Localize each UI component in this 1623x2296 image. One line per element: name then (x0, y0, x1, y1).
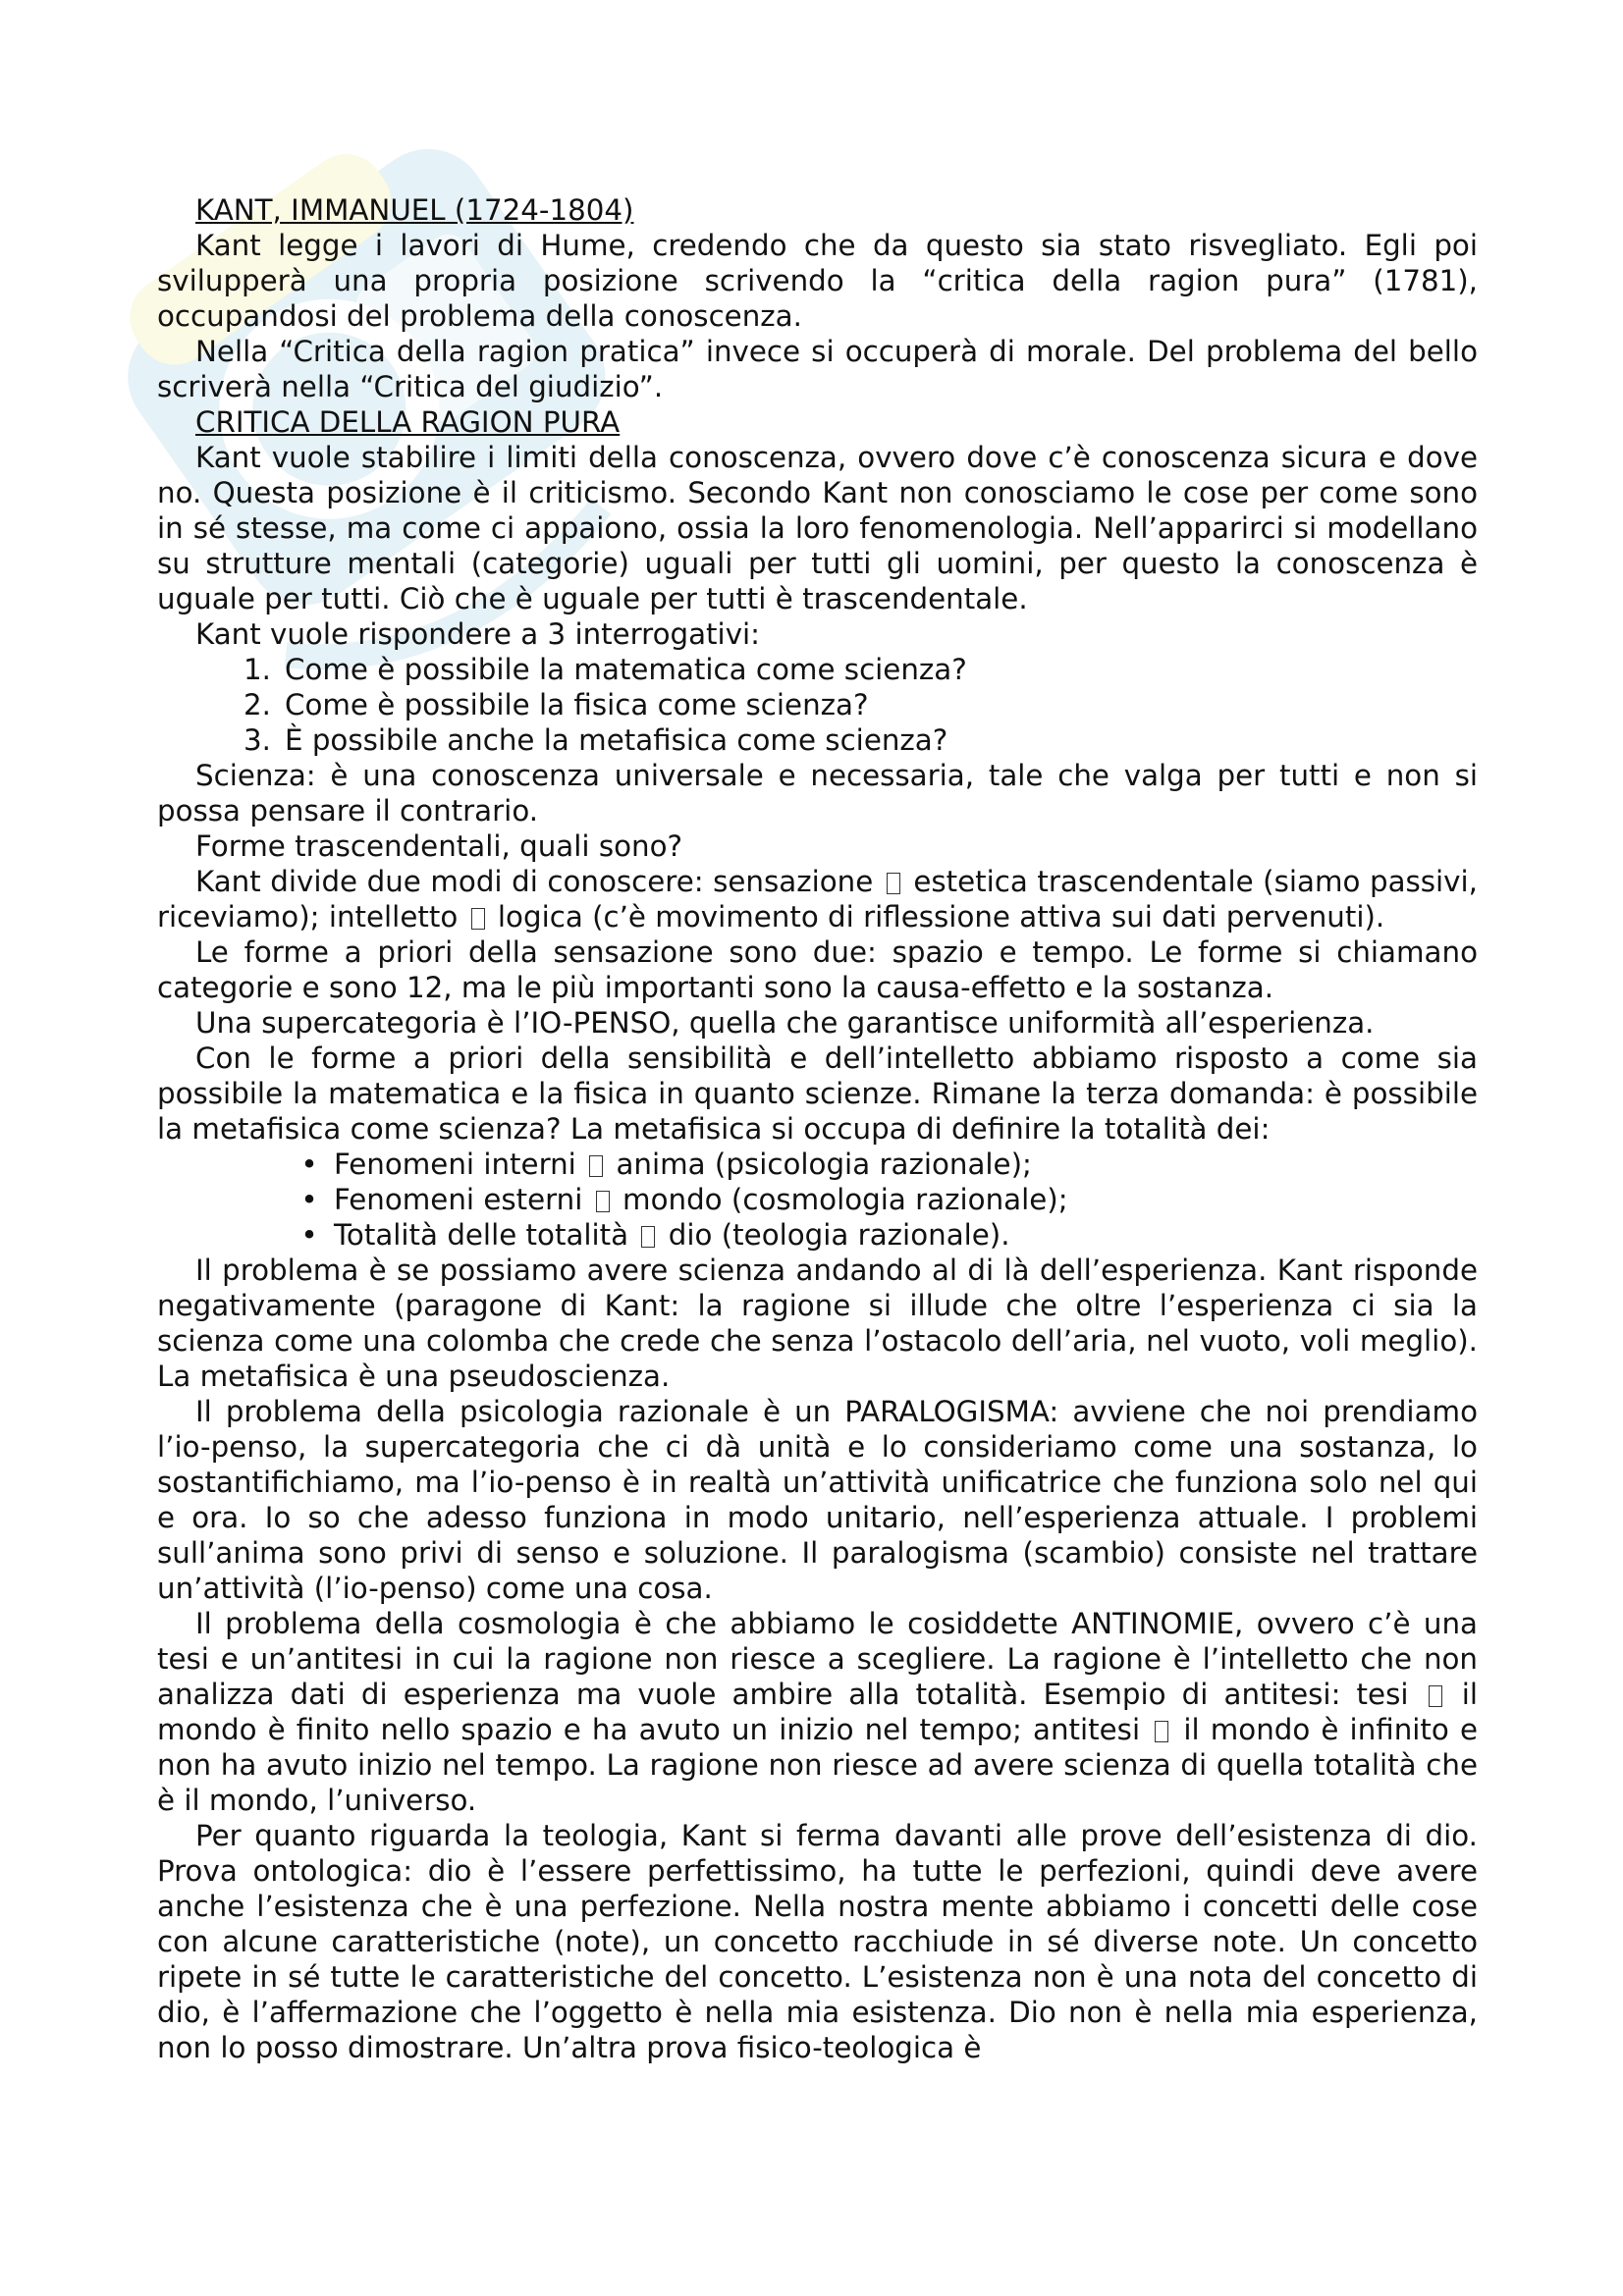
list-item (157, 1147, 1478, 1182)
text-span: Fenomeni interni (334, 1148, 576, 1181)
text-span: Totalità delle totalità (334, 1218, 629, 1252)
list-item (157, 722, 1478, 758)
paragraph-science: Scienza: è una conoscenza universale e necessaria, tale che valga per tutti e non si possa pensare il contrario. (157, 759, 1478, 828)
paragraph-problem: Il problema è se possiamo avere scienza andando al di là dell’esperienza. Kant risponde negativamente (paragone di Kant: la ragione si illude che oltre l’esperienza ci sia la scienza come una colomba che crede che senza l’ostacolo dell’aria, nel vuoto, voli meglio). La metafisica è una pseudoscienza. (157, 1254, 1478, 1393)
arrow-icon (1155, 1721, 1168, 1742)
list-text: Come è possibile la fisica come scienza? (285, 688, 869, 721)
paragraph-questions-intro: Kant vuole rispondere a 3 interrogativi: (195, 617, 761, 651)
arrow-icon (641, 1226, 655, 1248)
text-span: il mondo è finito nello spazio e ha avuto un inizio nel tempo; antitesi (157, 1678, 1478, 1746)
document-title: KANT, IMMANUEL (1724-1804) (195, 193, 634, 227)
section-title: CRITICA DELLA RAGION PURA (195, 405, 621, 439)
paragraph-forms: Le forme a priori della sensazione sono due: spazio e tempo. Le forme si chiamano categorie e sono 12, ma le più importanti sono la causa-effetto e la sostanza. (157, 935, 1478, 1004)
list-number: 3. (243, 723, 271, 757)
list-item (157, 652, 1478, 687)
list-number: 1. (243, 653, 271, 686)
paragraph-io-penso: Una supercategoria è l’IO-PENSO, quella che garantisce uniformità all’esperienza. (195, 1006, 1375, 1040)
paragraph-metaphysics: Con le forme a priori della sensibilità e dell’intelletto abbiamo risposto a come sia possibile la matematica e la fisica in quanto scienze. Rimane la terza domanda: è possibile la metafisica come scienza? La metafisica si occupa di definire la totalità dei: (157, 1041, 1478, 1146)
text-span: dio (teologia razionale). (668, 1218, 1010, 1252)
paragraph-theology: Per quanto riguarda la teologia, Kant si ferma davanti alle prove dell’esistenza di dio. Prova ontologica: dio è l’essere perfettissimo, ha tutte le perfezioni, quindi deve avere anche l’esistenza che è una perfezione. Nella nostra mente abbiamo i concetti delle cose con alcune caratteristiche (note), un concetto racchiude in sé diverse note. Un concetto ripete in sé tutte le caratteristiche del concetto. L’esistenza non è una nota del concetto di dio, è l’affermazione che l’oggetto è nella mia esistenza. Dio non è nella mia esperienza, non lo posso dimostrare. Un’altra prova fisico-teologica è (157, 1819, 1478, 2064)
text-span: Kant divide due modi di conoscere: sensazione (195, 865, 874, 898)
paragraph-limits: Kant vuole stabilire i limiti della conoscenza, ovvero dove c’è conoscenza sicura e dove no. Questa posizione è il criticismo. Secondo Kant non conosciamo le cose per come sono in sé stesse, ma come ci appaiono, ossia la loro fenomenologia. Nell’apparirci si modellano su strutture mentali (categorie) uguali per tutti gli uomini, per questo la conoscenza è uguale per tutti. Ciò che è uguale per tutti è trascendentale. (157, 441, 1478, 615)
paragraph-two-modes (157, 864, 1478, 934)
arrow-icon (887, 873, 900, 894)
arrow-icon (1429, 1685, 1442, 1707)
text-span: logica (c’è movimento di riflessione attiva sui dati pervenuti). (497, 900, 1385, 934)
list-number: 2. (243, 688, 271, 721)
paragraph-intro-2: Nella “Critica della ragion pratica” invece si occuperà di morale. Del problema del bello scriverà nella “Critica del giudizio”. (157, 335, 1478, 403)
questions-list (157, 652, 1478, 758)
paragraph-intro: Kant legge i lavori di Hume, credendo che da questo sia stato risvegliato. Egli poi svilupperà una propria posizione scrivendo la “critica della ragion pura” (1781), occupandosi del problema della conoscenza. (157, 229, 1478, 333)
text-span: anima (psicologia razionale); (616, 1148, 1032, 1181)
paragraph-forms-question: Forme trascendentali, quali sono? (195, 829, 683, 863)
text-span: Il problema della cosmologia è che abbiamo le cosiddette ANTINOMIE, ovvero c’è una tesi e un’antitesi in cui la ragione non riesce a scegliere. La ragione è l’intelletto che non analizza dati di esperienza ma vuole ambire alla totalità. Esempio di antitesi: tesi (157, 1607, 1478, 1711)
document-page (157, 192, 1478, 2065)
bullet-list (157, 1147, 1478, 1253)
paragraph-paralogism: Il problema della psicologia razionale è un PARALOGISMA: avviene che noi prendiamo l’io-penso, la supercategoria che ci dà unità e lo consideriamo come una sostanza, lo sostantifichiamo, ma l’io-penso è in realtà un’attività unificatrice che funziona solo nel qui e ora. Io so che adesso funziona in modo unitario, nell’esperienza attuale. I problemi sull’anima sono privi di senso e soluzione. Il paralogisma (scambio) consiste nel trattare un’attività (l’io-penso) come una cosa. (157, 1395, 1478, 1605)
text-span: mondo (cosmologia razionale); (622, 1183, 1068, 1216)
arrow-icon (589, 1155, 603, 1177)
list-text (334, 1182, 1068, 1217)
bullet-icon: • (300, 1218, 318, 1252)
text-span: Fenomeni esterni (334, 1183, 583, 1216)
bullet-icon: • (300, 1148, 318, 1181)
list-text (334, 1147, 1032, 1182)
list-text: È possibile anche la metafisica come scienza? (285, 723, 948, 757)
list-item (157, 687, 1478, 722)
text-span: il mondo è infinito e non ha avuto inizio nel tempo. La ragione non riesce ad avere scienza di quella totalità che è il mondo, l’universo. (157, 1713, 1478, 1817)
arrow-icon (471, 908, 485, 930)
list-text: Come è possibile la matematica come scienza? (285, 653, 967, 686)
list-item (157, 1182, 1478, 1217)
bullet-icon: • (300, 1183, 318, 1216)
paragraph-antinomies (157, 1606, 1478, 1818)
text-span: estetica trascendentale (siamo passivi, riceviamo); intelletto (157, 865, 1478, 934)
arrow-icon (596, 1191, 610, 1212)
list-text (334, 1217, 1010, 1253)
list-item (157, 1217, 1478, 1253)
